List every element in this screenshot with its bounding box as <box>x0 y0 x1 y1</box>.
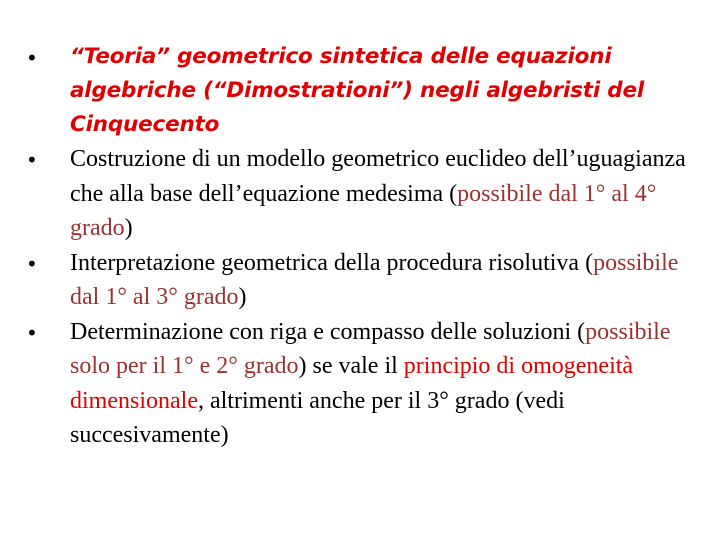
bullet-icon: • <box>26 148 38 172</box>
bullet-4-text-a: Determinazione con riga e compasso delle soluzioni ( <box>70 318 586 345</box>
bullet-2-text-b: ) <box>124 215 133 241</box>
bullet-4-text <box>70 315 694 453</box>
bullet-3-text-b: ) <box>238 284 247 310</box>
bullet-3-text <box>70 246 694 315</box>
bullet-icon: • <box>26 46 38 70</box>
bullet-2-text <box>70 142 694 246</box>
bullet-3-highlight: possibile dal 1° al 3° grado <box>70 249 679 310</box>
bullet-2-text-a: Costruzione di un modello geometrico euclideo dell’uguagianza che alla base dell’equazione medesima ( <box>70 146 686 207</box>
bullet-list <box>26 40 694 453</box>
bullet-icon: • <box>26 320 38 345</box>
bullet-1-text: “Teoria” geometrico sintetica delle equazioni algebriche (“Dimostrationi”) negli algebristi del Cinquecento <box>70 44 645 137</box>
bullet-item-2 <box>26 142 694 246</box>
bullet-4-principle: principio di omogeneità dimensionale <box>70 353 634 414</box>
bullet-4-text-b: ) se vale il <box>298 353 404 379</box>
bullet-item-3 <box>26 246 694 315</box>
bullet-icon: • <box>26 251 38 276</box>
bullet-item-4 <box>26 315 694 453</box>
bullet-4-text-c: , altrimenti anche per il 3° grado (vedi succesivamente) <box>70 387 565 448</box>
bullet-item-1 <box>26 40 694 142</box>
bullet-2-highlight: possibile dal 1° al 4° grado <box>70 180 657 241</box>
bullet-3-text-a: Interpretazione geometrica della procedura risolutiva ( <box>70 249 594 276</box>
bullet-4-highlight: possibile solo per il 1° e 2° grado <box>70 318 671 379</box>
